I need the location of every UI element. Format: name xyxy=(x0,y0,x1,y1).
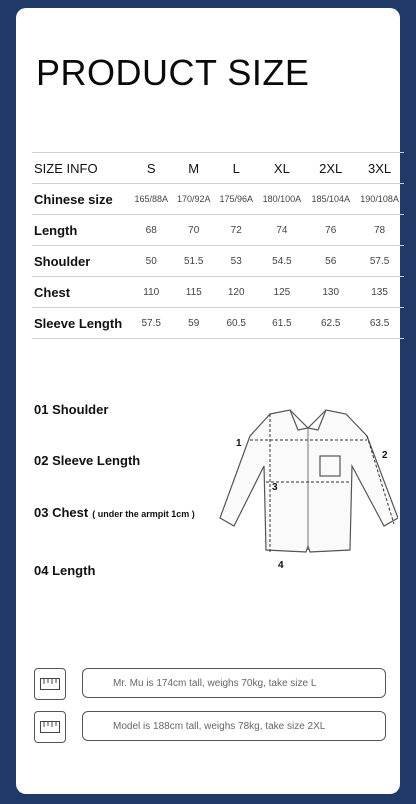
table-row xyxy=(32,246,404,277)
table-cell: 50 xyxy=(130,246,172,277)
header-s: S xyxy=(130,153,172,184)
model-info-row xyxy=(34,668,388,700)
table-row xyxy=(32,277,404,308)
shirt-measurement-diagram xyxy=(212,406,398,574)
table-row xyxy=(32,308,404,339)
header-m: M xyxy=(172,153,214,184)
table-cell: 59 xyxy=(172,308,214,339)
legend-chest-note: ( under the armpit 1cm ) xyxy=(92,509,195,519)
header-size-info: SIZE INFO xyxy=(32,153,130,184)
table-cell: 54.5 xyxy=(257,246,306,277)
table-cell: 72 xyxy=(215,215,257,246)
legend-chest xyxy=(34,505,195,520)
table-cell: 74 xyxy=(257,215,306,246)
marker-3: 3 xyxy=(272,482,278,493)
table-cell: 115 xyxy=(172,277,214,308)
table-cell: 125 xyxy=(257,277,306,308)
table-cell: 57.5 xyxy=(355,246,404,277)
legend-length: 04 Length xyxy=(34,563,96,578)
table-cell: 57.5 xyxy=(130,308,172,339)
table-cell: 78 xyxy=(355,215,404,246)
table-cell: 170/92A xyxy=(172,184,214,215)
row-label: Chest xyxy=(32,277,130,308)
header-l: L xyxy=(215,153,257,184)
legend-shoulder: 01 Shoulder xyxy=(34,402,109,417)
table-cell: 185/104A xyxy=(306,184,355,215)
marker-1: 1 xyxy=(236,438,242,449)
table-cell: 68 xyxy=(130,215,172,246)
table-cell: 110 xyxy=(130,277,172,308)
header-xl: XL xyxy=(257,153,306,184)
header-3xl: 3XL xyxy=(355,153,404,184)
page-title: PRODUCT SIZE xyxy=(36,52,310,93)
table-cell: 56 xyxy=(306,246,355,277)
header-2xl: 2XL xyxy=(306,153,355,184)
size-card xyxy=(16,8,400,794)
table-cell: 61.5 xyxy=(257,308,306,339)
size-table xyxy=(32,152,404,339)
ruler-icon xyxy=(34,668,66,700)
legend-sleeve-length: 02 Sleeve Length xyxy=(34,453,141,468)
table-cell: 51.5 xyxy=(172,246,214,277)
table-row xyxy=(32,215,404,246)
table-row xyxy=(32,184,404,215)
table-cell: 130 xyxy=(306,277,355,308)
table-cell: 190/108A xyxy=(355,184,404,215)
row-label: Sleeve Length xyxy=(32,308,130,339)
table-header-row xyxy=(32,153,404,184)
table-cell: 63.5 xyxy=(355,308,404,339)
table-cell: 165/88A xyxy=(130,184,172,215)
marker-4: 4 xyxy=(278,560,284,571)
marker-2: 2 xyxy=(382,450,388,461)
table-cell: 76 xyxy=(306,215,355,246)
table-cell: 60.5 xyxy=(215,308,257,339)
model-info-text: Model is 188cm tall, weighs 78kg, take size 2XL xyxy=(82,711,386,741)
row-label: Length xyxy=(32,215,130,246)
shirt-outline xyxy=(220,410,398,552)
ruler-icon xyxy=(34,711,66,743)
table-cell: 70 xyxy=(172,215,214,246)
table-cell: 175/96A xyxy=(215,184,257,215)
table-cell: 135 xyxy=(355,277,404,308)
legend-chest-label: 03 Chest xyxy=(34,505,89,520)
table-cell: 62.5 xyxy=(306,308,355,339)
model-info-text: Mr. Mu is 174cm tall, weighs 70kg, take size L xyxy=(82,668,386,698)
table-cell: 180/100A xyxy=(257,184,306,215)
table-cell: 120 xyxy=(215,277,257,308)
model-info-row xyxy=(34,711,388,743)
row-label: Chinese size xyxy=(32,184,130,215)
table-cell: 53 xyxy=(215,246,257,277)
row-label: Shoulder xyxy=(32,246,130,277)
